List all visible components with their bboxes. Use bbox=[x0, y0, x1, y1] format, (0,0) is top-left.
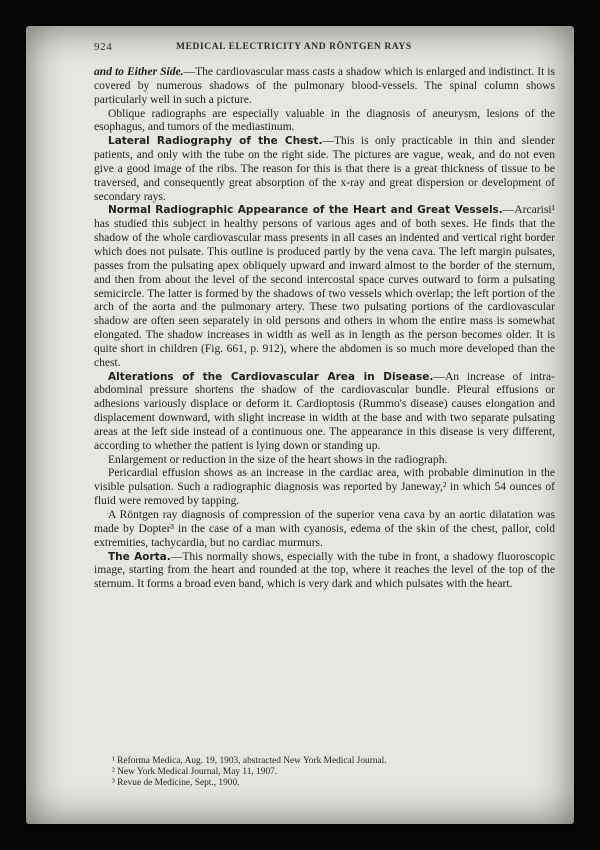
paragraph bbox=[94, 66, 555, 108]
book-page bbox=[26, 26, 574, 824]
running-title: MEDICAL ELECTRICITY AND RÖNTGEN RAYS bbox=[176, 42, 412, 52]
footnote: ³ Revue de Medicine, Sept., 1900. bbox=[112, 778, 240, 788]
footnote: ² New York Medical Journal, May 11, 1907. bbox=[112, 767, 278, 777]
paragraph-text: —This is only practicable in thin and slender patients, and only with the tube on the right side. The pictures are vague, weak, and do not even give a good image of the ribs. The reason for this is that there is a great thickness of tissue to be traversed, and consequently great absorption of the x-ray and great dispersion or development of secondary rays. bbox=[94, 135, 555, 203]
paragraph-text: Pericardial effusion shows as an increase in the cardiac area, with probable diminution in the visible pulsation. Such a radiographic diagnosis was reported by Janeway,² in which 54 ounces of fluid were removed by tapping. bbox=[94, 467, 555, 508]
paragraph bbox=[94, 135, 555, 204]
paragraph bbox=[94, 204, 555, 370]
paragraph-text: Enlargement or reduction in the size of the heart shows in the radiograph. bbox=[108, 453, 448, 466]
paragraph-text: —This normally shows, especially with the tube in front, a shadowy fluoroscopic image, starting from the heart and rounded at the top, where it reaches the level of the top of the sternum. It forms a broad even band, which is very dark and which pulsates with the heart. bbox=[94, 550, 555, 591]
paragraph-lead: and to Either Side. bbox=[94, 66, 184, 78]
section-heading: Lateral Radiography of the Chest. bbox=[108, 135, 323, 148]
paragraph bbox=[94, 371, 555, 454]
section-heading: Alterations of the Cardiovascular Area in Disease. bbox=[108, 370, 434, 383]
paragraph-text: —An increase of intra-abdominal pressure shortens the shadow of the cardiovascular bundle. Pleural effusions or adhesions variously displace or deform it. Cardioptosis (Rummo's disease) causes elongation and displacement downward, with slight increase in width at the base and with two separate pulsating areas at the left side instead of a continuous one. The appearance in this disease is very different, according to whether the patient is lying down or standing up. bbox=[94, 370, 556, 452]
paragraph bbox=[94, 454, 555, 468]
paragraph-text: A Röntgen ray diagnosis of compression of the superior vena cava by an aortic dilatation was made by Dopter³ in the case of a man with cyanosis, edema of the skin of the chest, pallor, cold extremities, tachycardia, but no cardiac murmurs. bbox=[94, 509, 555, 549]
paragraph-text: Oblique radiographs are especially valuable in the diagnosis of aneurysm, lesions of the esophagus, and tumors of the mediastinum. bbox=[94, 107, 555, 134]
paragraph bbox=[94, 467, 555, 509]
page-body bbox=[94, 66, 555, 592]
paragraph-text: —The cardiovascular mass casts a shadow which is enlarged and indistinct. It is covered by numerous shadows of the pulmonary blood-vessels. The spinal column shows particularly well in such a picture. bbox=[94, 66, 555, 106]
page-number: 924 bbox=[94, 41, 113, 53]
section-heading: The Aorta. bbox=[108, 550, 171, 563]
footnote: ¹ Reforma Medica, Aug. 19, 1903, abstracted New York Medical Journal. bbox=[112, 756, 387, 766]
paragraph bbox=[94, 108, 555, 136]
paragraph bbox=[94, 509, 555, 551]
paragraph bbox=[94, 551, 555, 593]
footnotes bbox=[94, 756, 555, 789]
paragraph-text: —Arcarisi¹ has studied this subject in healthy persons of various ages and of both sexes. He finds that the shadow of the whole cardiovascular mass presents in all cases an indented and vertical right border which does not pulsate. This outline is produced partly by the vena cava. The left margin pulsates, passes from the pulsating apex obliquely upward and inward almost to the border of the sternum, and then from about the level of the second intercostal space curves outward to form a pulsating semicircle. The latter is formed by the shadows of two vessels which overlap; the left portion of the arch of the aorta and the pulmonary artery. These two pulsating portions of the cardiovascular shadow are often seen separately in old persons and others in whom the entire mass is somewhat elongated. The shadow increases in width as well as in length as the person becomes older. It is quite short in children (Fig. 661, p. 912), where the abdomen is so much more developed than the chest. bbox=[94, 204, 555, 369]
section-heading: Normal Radiographic Appearance of the Heart and Great Vessels. bbox=[108, 204, 503, 217]
